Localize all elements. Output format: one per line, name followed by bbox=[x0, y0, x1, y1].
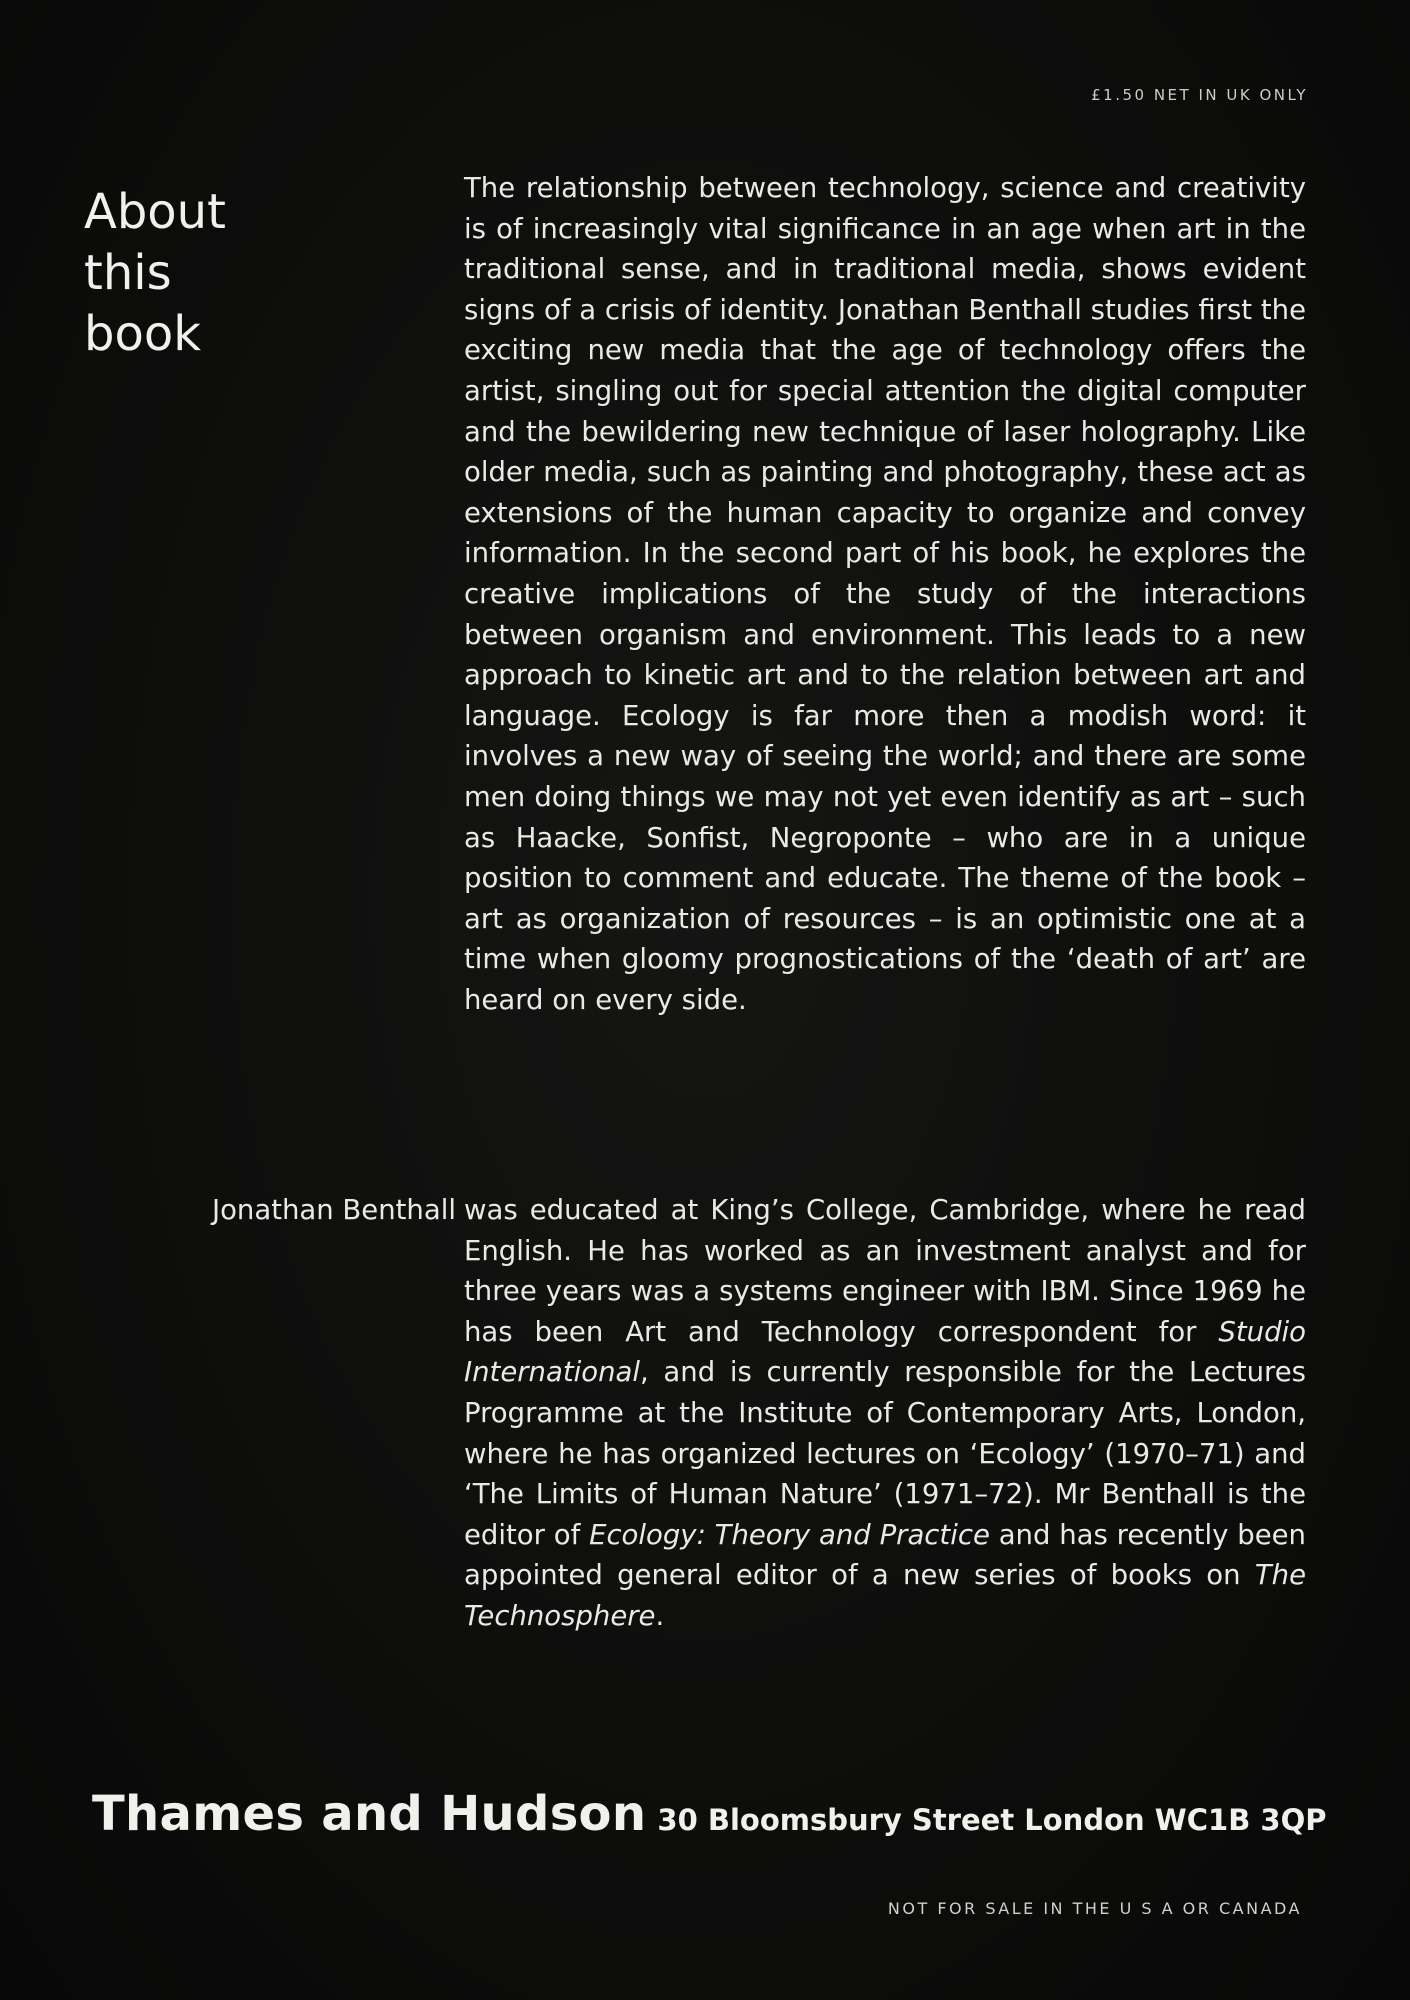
bio-italic-title: Studio International bbox=[464, 1315, 1306, 1389]
bio-text-segment: was educated at King’s College, Cambridge, where he read English. He has worked as an investment analyst and for three years was a systems engineer with IBM. Since 1969 he has been Art and Technology correspondent for bbox=[464, 1194, 1306, 1348]
bio-text-segment: , and is currently responsible for the Lectures Programme at the Institute of Contemporary Arts, London, where he has organized lectures on ‘Ecology’ (1970–71) and ‘The Limits of Human Nature’ (1971–72). Mr Benthall is the editor of bbox=[464, 1356, 1306, 1551]
heading-line: book bbox=[84, 306, 201, 362]
heading-line: About bbox=[84, 184, 226, 240]
heading-line: this bbox=[84, 245, 172, 301]
author-name: Jonathan Benthall bbox=[211, 1194, 456, 1226]
bio-text-segment: . bbox=[655, 1599, 665, 1632]
bio-text-segment: and has recently been appointed general editor of a new series of books on bbox=[464, 1518, 1306, 1592]
book-description: The relationship between technology, science and creativity is of increasingly vital significance in an age when art in the traditional sense, and in traditional media, shows evident signs of a crisis of identity. Jonathan Benthall studies first the exciting new media that the age of technology offers the artist, singling out for special attention the digital computer and the bewildering new technique of laser holography. Like older media, such as painting and photography, these act as extensions of the human capacity to organize and convey information. In the second part of his book, he explores the creative implications of the study of the interactions between organism and environment. This leads to a new approach to kinetic art and to the relation between art and language. Ecology is far more then a modish word: it involves a new way of seeing the world; and there are some men doing things we may not yet even identify as art – such as Haacke, Sonfist, Negroponte – who are in a unique position to comment and educate. The theme of the book – art as organization of resources – is an optimistic one at a time when gloomy prognostications of the ‘death of art’ are heard on every side. bbox=[464, 172, 1306, 1016]
bio-italic-title: Ecology: Theory and Practice bbox=[589, 1518, 990, 1551]
sale-restriction-notice: NOT FOR SALE IN THE U S A OR CANADA bbox=[887, 1899, 1302, 1918]
section-heading bbox=[84, 182, 324, 365]
publisher-address: 30 Bloomsbury Street London WC1B 3QP bbox=[657, 1803, 1327, 1837]
price-notice: £1.50 NET IN UK ONLY bbox=[1091, 86, 1308, 104]
publisher-imprint bbox=[92, 1786, 1327, 1842]
bio-italic-title: The Technosphere bbox=[464, 1559, 1306, 1632]
author-bio-text bbox=[464, 1190, 1306, 1637]
publisher-name: Thames and Hudson bbox=[92, 1786, 647, 1842]
